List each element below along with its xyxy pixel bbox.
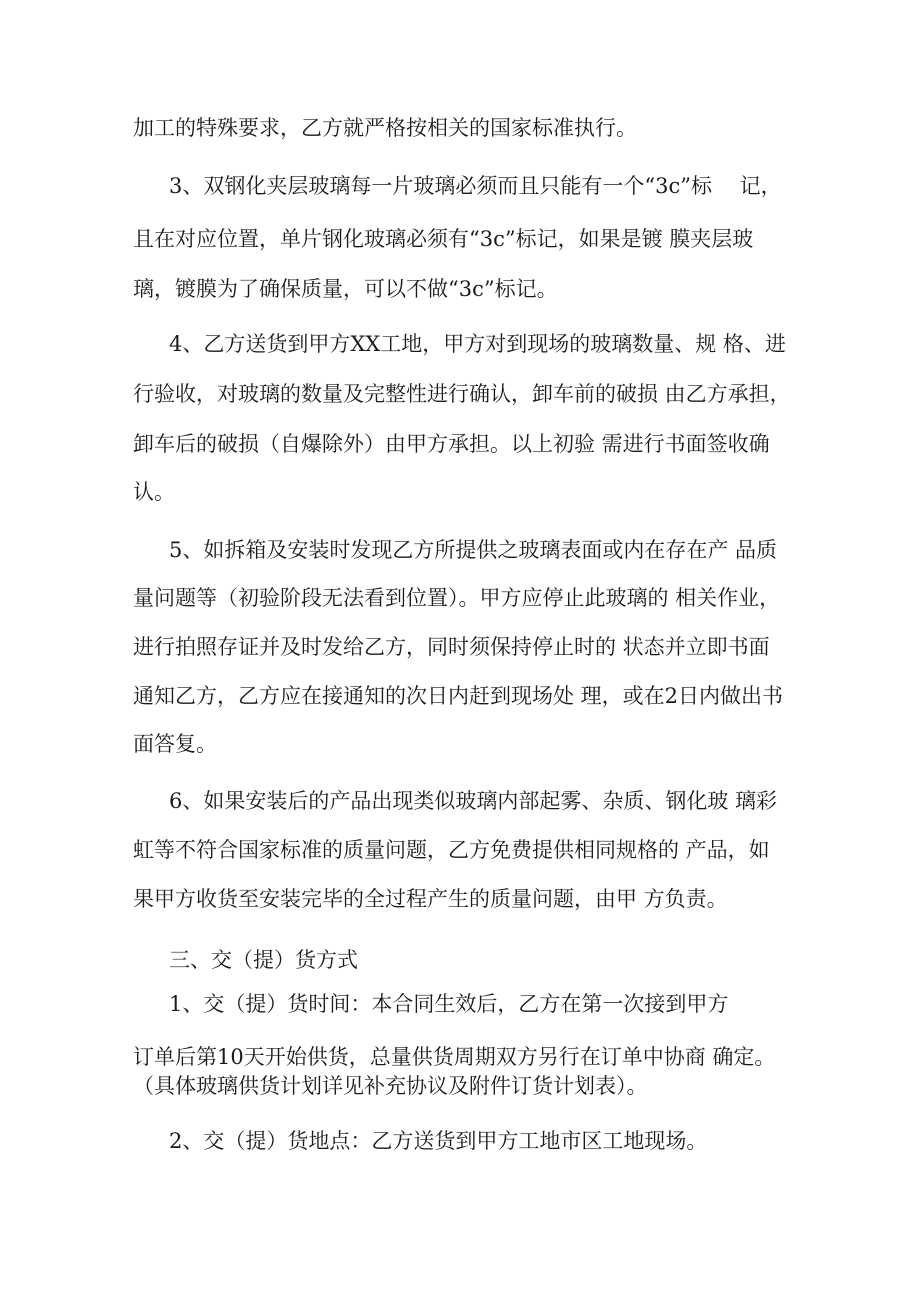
text-line: 3、双钢化夹层玻璃每一片玻璃必须而且只能有一个“3c”标 记， xyxy=(169,174,782,198)
section-heading: 三、交（提）货方式 xyxy=(169,948,358,972)
text-line: 通知乙方，乙方应在接通知的次日内赶到现场处 理，或在2日内做出书 xyxy=(133,684,784,708)
text-line: 5、如拆箱及安装时发现乙方所提供之玻璃表面或内在存在产 品质 xyxy=(169,538,778,562)
text-line: （具体玻璃供货计划详见补充协议及附件订货计划表）。 xyxy=(133,1074,648,1098)
text-line: 量问题等（初验阶段无法看到位置）。甲方应停止此玻璃的 相关作业， xyxy=(133,586,781,610)
text-line: 6、如果安装后的产品出现类似玻璃内部起雾、杂质、钢化玻 璃彩 xyxy=(169,789,778,813)
text-line: 进行拍照存证并及时发给乙方，同时须保持停止时的 状态并立即书面 xyxy=(133,635,770,659)
text-line: 果甲方收货至安装完毕的全过程产生的质量问题，由甲 方负责。 xyxy=(133,887,728,911)
text-line: 璃，镀膜为了确保质量，可以不做“3c”标记。 xyxy=(133,277,558,301)
text-line: 行验收，对玻璃的数量及完整性进行确认，卸车前的破损 由乙方承担， xyxy=(133,382,791,406)
text-line: 认。 xyxy=(133,480,175,504)
text-line: 卸车后的破损（自爆除外）由甲方承担。以上初验 需进行书面签收确 xyxy=(133,432,770,456)
text-line: 面答复。 xyxy=(133,732,217,756)
text-line: 且在对应位置，单片钢化玻璃必须有“3c”标记，如果是镀 膜夹层玻 xyxy=(133,227,754,251)
text-line: 虹等不符合国家标准的质量问题，乙方免费提供相同规格的 产品，如 xyxy=(133,838,770,862)
text-line: 订单后第10天开始供货，总量供货周期双方另行在订单中协商 确定。 xyxy=(133,1045,776,1069)
text-line: 2、交（提）货地点：乙方送货到甲方工地市区工地现场。 xyxy=(169,1129,708,1153)
text-line: 4、乙方送货到甲方XX工地，甲方对到现场的玻璃数量、规 格、进 xyxy=(169,332,786,356)
text-line: 加工的特殊要求，乙方就严格按相关的国家标准执行。 xyxy=(133,116,637,140)
text-line: 1、交（提）货时间：本合同生效后，乙方在第一次接到甲方 xyxy=(169,992,729,1016)
